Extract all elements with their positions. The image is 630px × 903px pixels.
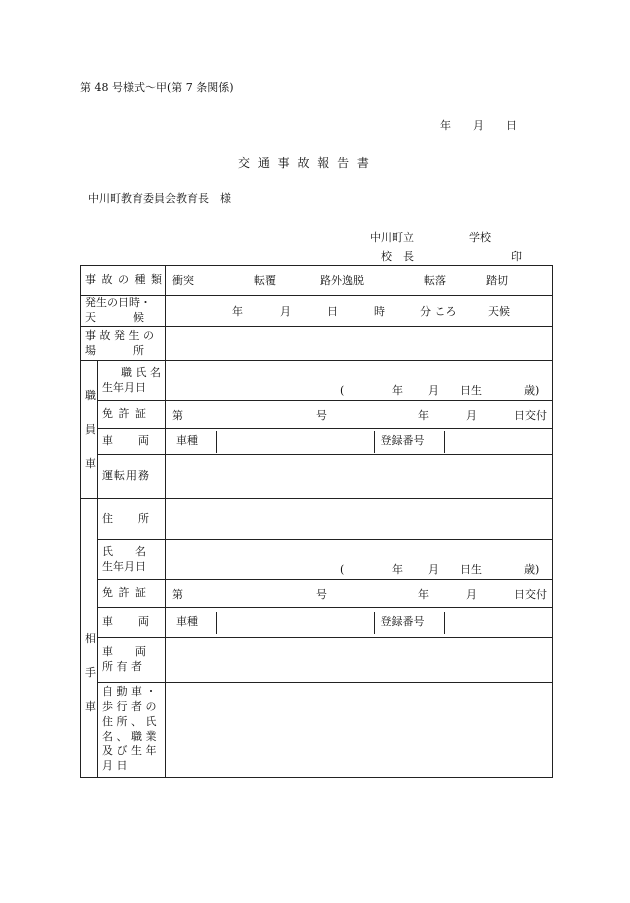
- other-address-field[interactable]: [166, 499, 553, 540]
- staff-name-label: 職 氏 名 生年月日: [98, 361, 166, 401]
- other-name-label: 氏 名 生年月日: [98, 540, 166, 580]
- staff-purpose-field[interactable]: [166, 455, 553, 499]
- other-license-row: [81, 580, 553, 608]
- staff-vehicle-label: 車 両: [98, 429, 166, 455]
- other-vehicle-type-label: 車種: [176, 615, 198, 629]
- other-owner-field[interactable]: [166, 638, 553, 683]
- other-driver-row: [81, 683, 553, 778]
- staff-vehicle-type-label: 車種: [176, 434, 198, 448]
- place-label-line2: 場 所: [85, 343, 145, 357]
- other-owner-label: 車 両 所 有 者: [98, 638, 166, 683]
- dt-day: 日: [327, 304, 338, 318]
- type-fall[interactable]: 転落: [424, 273, 446, 287]
- staff-license-row: [81, 401, 553, 429]
- principal-line: [381, 251, 522, 262]
- datetime-label-line2: 天 候: [85, 311, 145, 324]
- place-label: [81, 327, 166, 361]
- dt-month: 月: [280, 304, 291, 318]
- datetime-field[interactable]: [166, 296, 553, 327]
- document-title: 交 通 事 故 報 告 書: [238, 156, 371, 170]
- place-label-line1: 事 故 発 生 の: [85, 328, 154, 342]
- other-owner-row: [81, 638, 553, 683]
- principal-label: 校 長: [381, 250, 414, 263]
- staff-name-row: [81, 361, 553, 401]
- school-suffix: 学校: [469, 231, 491, 244]
- dt-year: 年: [232, 304, 243, 318]
- report-date: 年 月 日: [440, 119, 517, 132]
- datetime-label-line1: 発生の日時・: [85, 296, 151, 310]
- place-row: [81, 327, 553, 361]
- accident-report-form: [80, 265, 553, 778]
- accident-type-label: 事 故 の 種 類: [81, 266, 166, 296]
- other-license-field[interactable]: 第 号 年 月 日交付: [166, 580, 553, 608]
- type-overturn[interactable]: 転覆: [254, 273, 276, 287]
- school-name-line: [370, 232, 491, 243]
- other-registration-input[interactable]: [444, 612, 548, 634]
- staff-purpose-row: [81, 455, 553, 499]
- other-vehicle-field: [166, 608, 553, 638]
- other-vehicle-type-input[interactable]: [216, 612, 374, 634]
- accident-type-row: [81, 266, 553, 296]
- staff-registration-input[interactable]: [444, 431, 548, 453]
- type-railroad-crossing[interactable]: 踏切: [486, 273, 508, 287]
- staff-vehicle-row: [81, 429, 553, 455]
- other-car-group-label: 相 手 車: [81, 499, 98, 778]
- other-vehicle-label: 車 両: [98, 608, 166, 638]
- other-registration-label: 登録番号: [374, 612, 444, 634]
- staff-license-label: 免 許 証: [98, 401, 166, 429]
- dt-hour: 時: [374, 304, 385, 318]
- datetime-label: [81, 296, 166, 327]
- dt-minute: 分 ころ: [420, 304, 457, 318]
- form-number: 第 48 号様式〜甲(第 7 条関係): [80, 81, 234, 94]
- staff-registration-label: 登録番号: [374, 431, 444, 453]
- staff-vehicle-type-input[interactable]: [216, 431, 374, 453]
- staff-car-group-label: 職 員 車: [81, 361, 98, 499]
- other-address-label: 住 所: [98, 499, 166, 540]
- datetime-row: [81, 296, 553, 327]
- other-vehicle-row: [81, 608, 553, 638]
- place-field[interactable]: [166, 327, 553, 361]
- school-prefix: 中川町立: [370, 231, 414, 244]
- seal-mark: 印: [511, 250, 522, 263]
- staff-purpose-label: 運転用務: [98, 455, 166, 499]
- dt-weather: 天候: [488, 304, 510, 318]
- type-collision[interactable]: 衝突: [172, 273, 194, 287]
- type-off-road[interactable]: 路外逸脱: [320, 273, 364, 287]
- staff-license-field[interactable]: 第 号 年 月 日交付: [166, 401, 553, 429]
- other-name-field[interactable]: ( 年 月 日生 歳): [166, 540, 553, 580]
- other-driver-field[interactable]: [166, 683, 553, 778]
- addressee: 中川町教育委員会教育長 様: [88, 192, 231, 205]
- staff-name-field[interactable]: ( 年 月 日生 歳): [166, 361, 553, 401]
- other-name-row: [81, 540, 553, 580]
- other-driver-label: 自 動 車 ・ 歩 行 者 の 住 所 、 氏 名 、 職 業 及 び 生 年 月 日: [98, 683, 166, 778]
- other-license-label: 免 許 証: [98, 580, 166, 608]
- accident-type-options[interactable]: [166, 266, 553, 296]
- other-address-row: [81, 499, 553, 540]
- staff-vehicle-field: [166, 429, 553, 455]
